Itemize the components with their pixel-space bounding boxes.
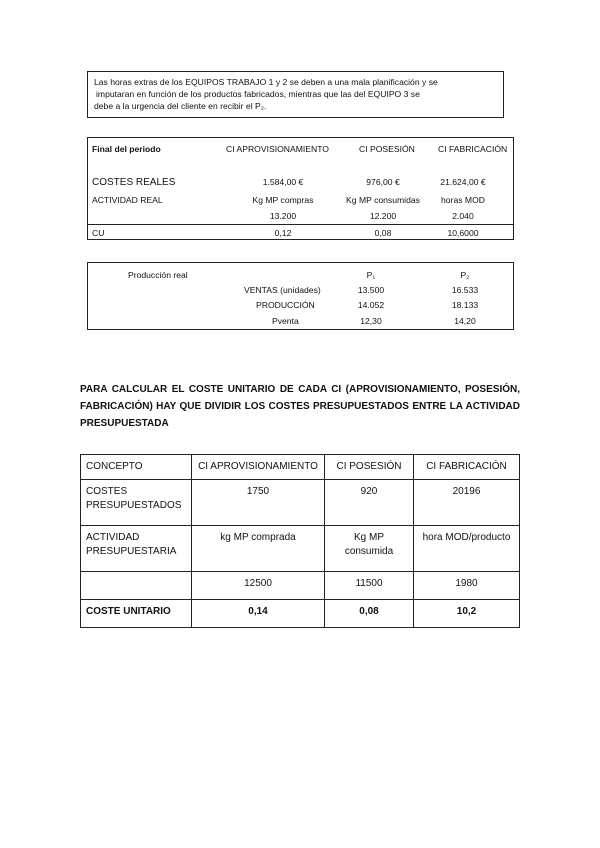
section-heading: PARA CALCULAR EL COSTE UNITARIO DE CADA CI (APROVISIONAMIENTO, POSESIÓN, FABRICACIÓN) HAY QUE DIVIDIR LOS COSTES PRESUPUESTADOS ENTRE LA ACTIVIDAD PRESUPUESTADA	[80, 384, 520, 429]
cell: 18.133	[451, 300, 479, 310]
cell: 14.052	[357, 300, 385, 310]
cell: COSTES PRESUPUESTADOS	[81, 480, 192, 526]
table-row	[81, 600, 520, 628]
row-label: CU	[92, 228, 105, 238]
column-header: CI APROVISIONAMIENTO	[226, 144, 329, 154]
divider	[88, 224, 513, 225]
cell: kg MP comprada	[192, 526, 325, 572]
cell: ACTIVIDAD PRESUPUESTARIA	[81, 526, 192, 572]
row-label: ACTIVIDAD REAL	[92, 195, 163, 205]
cell: hora MOD/producto	[414, 526, 520, 572]
note-box	[87, 71, 504, 118]
note-line: imputaran en función de los productos fabricados, mientras que las del EQUIPO 3 se	[96, 89, 420, 99]
cell: COSTE UNITARIO	[81, 600, 192, 628]
cell: 21.624,00 €	[440, 177, 486, 187]
cell: 12,30	[360, 316, 382, 326]
cell: 14,20	[454, 316, 476, 326]
cell	[81, 572, 192, 600]
cell: 0,12	[274, 228, 292, 238]
production-table	[87, 262, 514, 330]
cell: 976,00 €	[366, 177, 400, 187]
cell: 11500	[325, 572, 414, 600]
cell: 10,2	[414, 600, 520, 628]
row-label: VENTAS (unidades)	[244, 285, 321, 295]
note-line: debe a la urgencia del cliente en recibir el P₂.	[94, 101, 267, 111]
table-header-row	[81, 455, 520, 480]
cell: 1980	[414, 572, 520, 600]
table-row	[81, 480, 520, 526]
row-label: PRODUCCIÓN	[256, 300, 315, 310]
row-label: COSTES REALES	[92, 177, 176, 188]
column-header: CI POSESIÓN	[359, 144, 415, 154]
note-line: Las horas extras de los EQUIPOS TRABAJO 1 y 2 se deben a una mala planificación y se	[94, 77, 438, 87]
column-header: P₁	[366, 270, 376, 280]
cell: 2.040	[452, 211, 474, 221]
column-header: CI FABRICACIÓN	[414, 455, 520, 480]
cell: horas MOD	[441, 195, 485, 205]
cell: 920	[325, 480, 414, 526]
table-row	[81, 526, 520, 572]
budget-table	[80, 454, 520, 628]
cell: 16.533	[451, 285, 479, 295]
cell: 12.200	[369, 211, 397, 221]
cell: Kg MP consumidas	[346, 195, 420, 205]
table-row	[81, 572, 520, 600]
cell: 13.500	[357, 285, 385, 295]
cell: 0,08	[374, 228, 392, 238]
cell: 1750	[192, 480, 325, 526]
table-title: Producción real	[128, 270, 188, 280]
cell: 20196	[414, 480, 520, 526]
cell: 13.200	[269, 211, 297, 221]
column-header: CI POSESIÓN	[325, 455, 414, 480]
column-header: CI FABRICACIÓN	[438, 144, 508, 154]
cell: Kg MP consumida	[325, 526, 414, 572]
cell: 12500	[192, 572, 325, 600]
cell: 0,08	[325, 600, 414, 628]
cell: 10,6000	[447, 228, 479, 238]
table-title: Final del periodo	[92, 144, 161, 154]
cell: 1.584,00 €	[262, 177, 304, 187]
column-header: CI APROVISIONAMIENTO	[192, 455, 325, 480]
column-header: CONCEPTO	[81, 455, 192, 480]
cell: Kg MP compras	[252, 195, 314, 205]
cell: 0,14	[192, 600, 325, 628]
row-label: Pventa	[272, 316, 299, 326]
final-period-table	[87, 137, 514, 240]
column-header: P₂	[460, 270, 470, 280]
